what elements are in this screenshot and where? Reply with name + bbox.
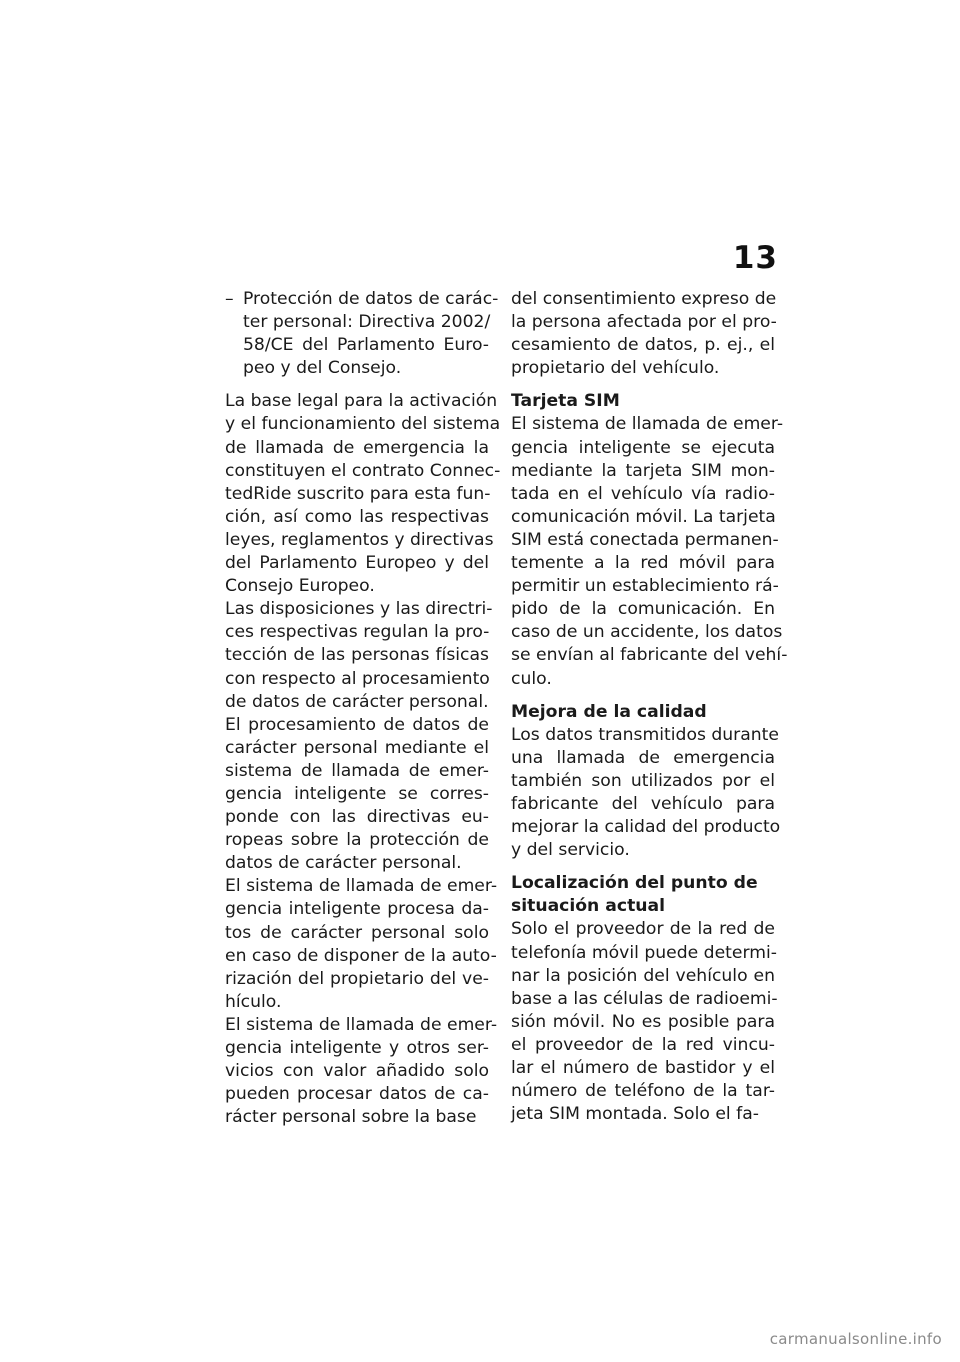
text-line: pueden procesar datos de ca- <box>225 1084 489 1105</box>
text-line: jeta SIM montada. Solo el fa- <box>511 1104 759 1125</box>
text-line: La base legal para la activación <box>225 391 498 412</box>
text-line: El sistema de llamada de emer- <box>511 414 784 435</box>
text-line: pido de la comunicación. En <box>511 599 775 620</box>
text-line: en caso de disponer de la auto- <box>225 945 497 966</box>
text-line: del Parlamento Europeo y del <box>225 553 489 574</box>
text-line: tos de carácter personal solo <box>225 922 489 943</box>
text-line: gencia inteligente y otros ser- <box>225 1038 489 1058</box>
text-line: caso de un accidente, los datos <box>511 622 783 643</box>
section-location <box>511 872 778 1126</box>
text-line: de datos de carácter personal. <box>225 691 489 712</box>
page-number: 13 <box>732 240 778 276</box>
text-line: hículo. <box>225 991 282 1012</box>
section-heading: Mejora de la calidad <box>511 701 707 722</box>
bullet-line: ter personal: Directiva 2002/ <box>243 312 491 333</box>
text-line: ropeas sobre la protección de <box>225 830 489 851</box>
left-column <box>225 288 501 1129</box>
bullet-line: peo y del Consejo. <box>243 358 402 379</box>
text-line: mediante la tarjeta SIM mon- <box>511 460 775 481</box>
text-line: comunicación móvil. La tarjeta <box>511 506 776 527</box>
paragraph-regulations <box>225 598 493 713</box>
text-line: con respecto al procesamiento <box>225 668 490 689</box>
bullet-line: Protección de datos de carác- <box>243 289 499 309</box>
text-line: gencia inteligente se corres- <box>225 783 489 804</box>
text-line: vicios con valor añadido solo <box>225 1061 489 1082</box>
text-line: del consentimiento expreso de <box>511 289 777 309</box>
text-line: carácter personal mediante el <box>225 737 489 758</box>
bullet-line: 58/CE del Parlamento Euro- <box>243 335 489 356</box>
text-line: El procesamiento de datos de <box>225 714 489 735</box>
watermark: carmanualsonline.info <box>769 1330 942 1348</box>
text-line: permitir un establecimiento rá- <box>511 576 779 597</box>
text-line: constituyen el contrato Connec- <box>225 460 501 481</box>
paragraph-legal-basis <box>225 390 501 598</box>
text-line: una llamada de emergencia <box>511 747 775 768</box>
paragraph-continuation <box>511 288 775 380</box>
text-line: se envían al fabricante del vehí- <box>511 645 788 666</box>
text-line: gencia inteligente se ejecuta <box>511 437 775 458</box>
text-line: datos de carácter personal. <box>225 853 462 874</box>
text-line: sistema de llamada de emer- <box>225 760 489 781</box>
section-heading: Localización del punto de <box>511 873 758 894</box>
text-line: tedRide suscrito para esta fun- <box>225 483 491 504</box>
text-line: número de teléfono de la tar- <box>511 1081 775 1102</box>
text-line: nar la posición del vehículo en <box>511 965 775 986</box>
text-line: también son utilizados por el <box>511 770 775 791</box>
text-line: y el funcionamiento del sistema <box>225 414 501 435</box>
text-line: culo. <box>511 668 552 689</box>
text-line: SIM está conectada permanen- <box>511 529 779 550</box>
section-sim-card <box>511 390 788 690</box>
text-line: Solo el proveedor de la red de <box>511 919 775 940</box>
text-line: lar el número de bastidor y el <box>511 1058 775 1078</box>
text-line: El sistema de llamada de emer- <box>225 876 498 897</box>
text-line: Los datos transmitidos durante <box>511 724 779 745</box>
section-heading: situación actual <box>511 896 666 917</box>
text-line: tección de las personas físicas <box>225 645 489 666</box>
text-line: ces respectivas regulan la pro- <box>225 622 490 643</box>
text-line: rácter personal sobre la base <box>225 1107 477 1128</box>
text-line: propietario del vehículo. <box>511 358 720 379</box>
section-heading: Tarjeta SIM <box>511 391 620 412</box>
text-line: de llamada de emergencia la <box>225 437 489 458</box>
text-line: base a las células de radioemi- <box>511 988 778 1009</box>
paragraph-authorization <box>225 875 498 1014</box>
text-line: y del servicio. <box>511 840 630 861</box>
text-line: telefonía móvil puede determi- <box>511 942 777 963</box>
right-column <box>511 288 788 1136</box>
bullet-dash: – <box>225 289 234 309</box>
text-line: cesamiento de datos, p. ej., el <box>511 335 775 356</box>
section-quality <box>511 701 781 863</box>
text-line: El sistema de llamada de emer- <box>225 1014 498 1035</box>
text-line: ción, así como las respectivas <box>225 506 489 527</box>
text-line: tada en el vehículo vía radio- <box>511 483 775 504</box>
text-line: fabricante del vehículo para <box>511 793 775 814</box>
text-line: mejorar la calidad del producto <box>511 817 781 838</box>
text-line: sión móvil. No es posible para <box>511 1011 775 1032</box>
text-line: gencia inteligente procesa da- <box>225 899 489 920</box>
text-line: ponde con las directivas eu- <box>225 807 489 828</box>
text-line: Las disposiciones y las directri- <box>225 599 493 620</box>
paragraph-value-added <box>225 1014 498 1129</box>
paragraph-processing <box>225 714 489 876</box>
text-line: el proveedor de la red vincu- <box>511 1034 775 1055</box>
text-line: leyes, reglamentos y directivas <box>225 529 494 550</box>
text-line: temente a la red móvil para <box>511 553 775 574</box>
bullet-item <box>225 288 499 380</box>
text-line: rización del propietario del ve- <box>225 968 489 989</box>
text-line: la persona afectada por el pro- <box>511 312 777 333</box>
text-line: Consejo Europeo. <box>225 576 375 597</box>
